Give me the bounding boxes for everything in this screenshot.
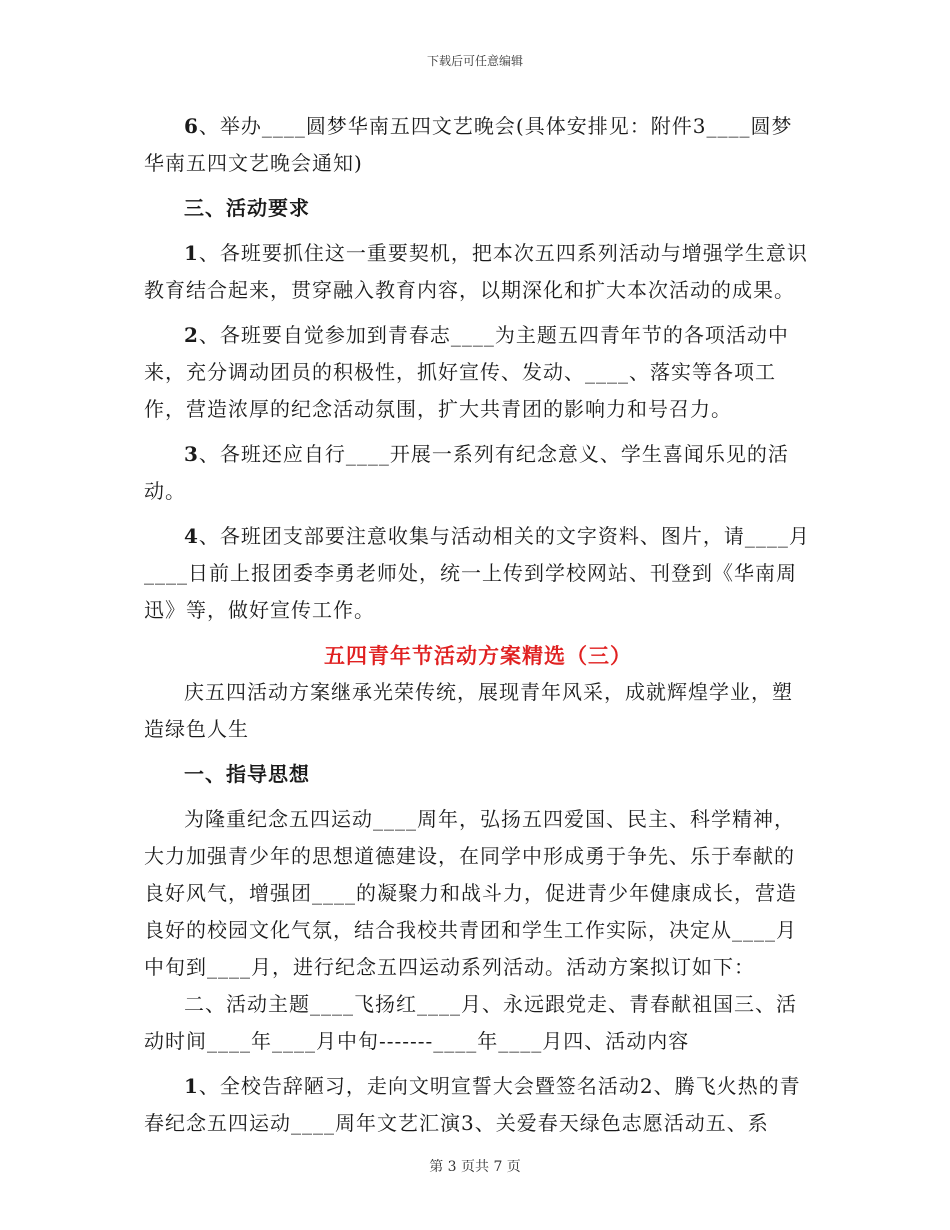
requirement-4-number: 4 bbox=[184, 524, 199, 548]
requirement-3 bbox=[144, 436, 812, 510]
requirement-2-number: 2 bbox=[184, 323, 199, 347]
theme-time-content-paragraph: 二、活动主题____飞扬红____月、永远跟党走、青春献祖国三、活动时间____年____月中旬-------____年____月四、活动内容 bbox=[144, 992, 797, 1053]
requirement-2 bbox=[144, 317, 812, 428]
requirement-3-text: 、各班还应自行____开展一系列有纪念意义、学生喜闻乐见的活动。 bbox=[144, 442, 789, 503]
content-item-1-text: 、全校告辞陋习，走向文明宣誓大会暨签名活动2、腾飞火热的青春纪念五四运动____周年文艺汇演3、关爱春天绿色志愿活动五、系 bbox=[144, 1074, 801, 1135]
item-6 bbox=[144, 108, 812, 182]
item-6-text: 、举办____圆梦华南五四文艺晚会(具体安排见：附件3____圆梦华南五四文艺晚会通知) bbox=[144, 114, 793, 175]
requirement-3-number: 3 bbox=[184, 442, 199, 466]
intro-paragraph: 庆五四活动方案继承光荣传统，展现青年风采，成就辉煌学业，塑造绿色人生 bbox=[144, 680, 793, 741]
requirement-1 bbox=[144, 235, 812, 309]
requirement-2-text: 、各班要自觉参加到青春志____为主题五四青年节的各项活动中来，充分调动团员的积极性，抓好宣传、发动、____、落实等各项工作，营造浓厚的纪念活动氛围，扩大共青团的影响力和号召力。 bbox=[144, 323, 789, 421]
section-1-heading: 一、指导思想 bbox=[184, 762, 310, 786]
requirement-1-number: 1 bbox=[184, 241, 199, 265]
requirement-4-text: 、各班团支部要注意收集与活动相关的文字资料、图片，请____月____日前上报团委李勇老师处，统一上传到学校网站、刊登到《华南周迅》等，做好宣传工作。 bbox=[144, 524, 810, 622]
page-footer: 第 3 页共 7 页 bbox=[429, 1159, 521, 1175]
content-item-1-number: 1 bbox=[184, 1074, 199, 1098]
item-6-number: 6 bbox=[184, 114, 199, 138]
section-3-heading: 三、活动要求 bbox=[184, 196, 310, 220]
content-item-1 bbox=[144, 1068, 812, 1142]
requirement-4 bbox=[144, 518, 812, 629]
document-body bbox=[144, 108, 812, 1142]
requirement-1-text: 、各班要抓住这一重要契机，把本次五四系列活动与增强学生意识教育结合起来，贯穿融入教育内容，以期深化和扩大本次活动的成果。 bbox=[144, 241, 808, 302]
plan-title: 五四青年节活动方案精选（三） bbox=[324, 643, 632, 668]
guiding-thought-paragraph: 为隆重纪念五四运动____周年，弘扬五四爱国、民主、科学精神，大力加强青少年的思想道德建设，在同学中形成勇于争先、乐于奉献的良好风气，增强团____的凝聚力和战斗力，促进青少年健康成长，营造良好的校园文化气氛，结合我校共青团和学生工作实际，决定从____月中旬到____月，进行纪念五四运动系列活动。活动方案拟订如下： bbox=[144, 807, 797, 979]
header-note: 下载后可任意编辑 bbox=[426, 54, 523, 68]
